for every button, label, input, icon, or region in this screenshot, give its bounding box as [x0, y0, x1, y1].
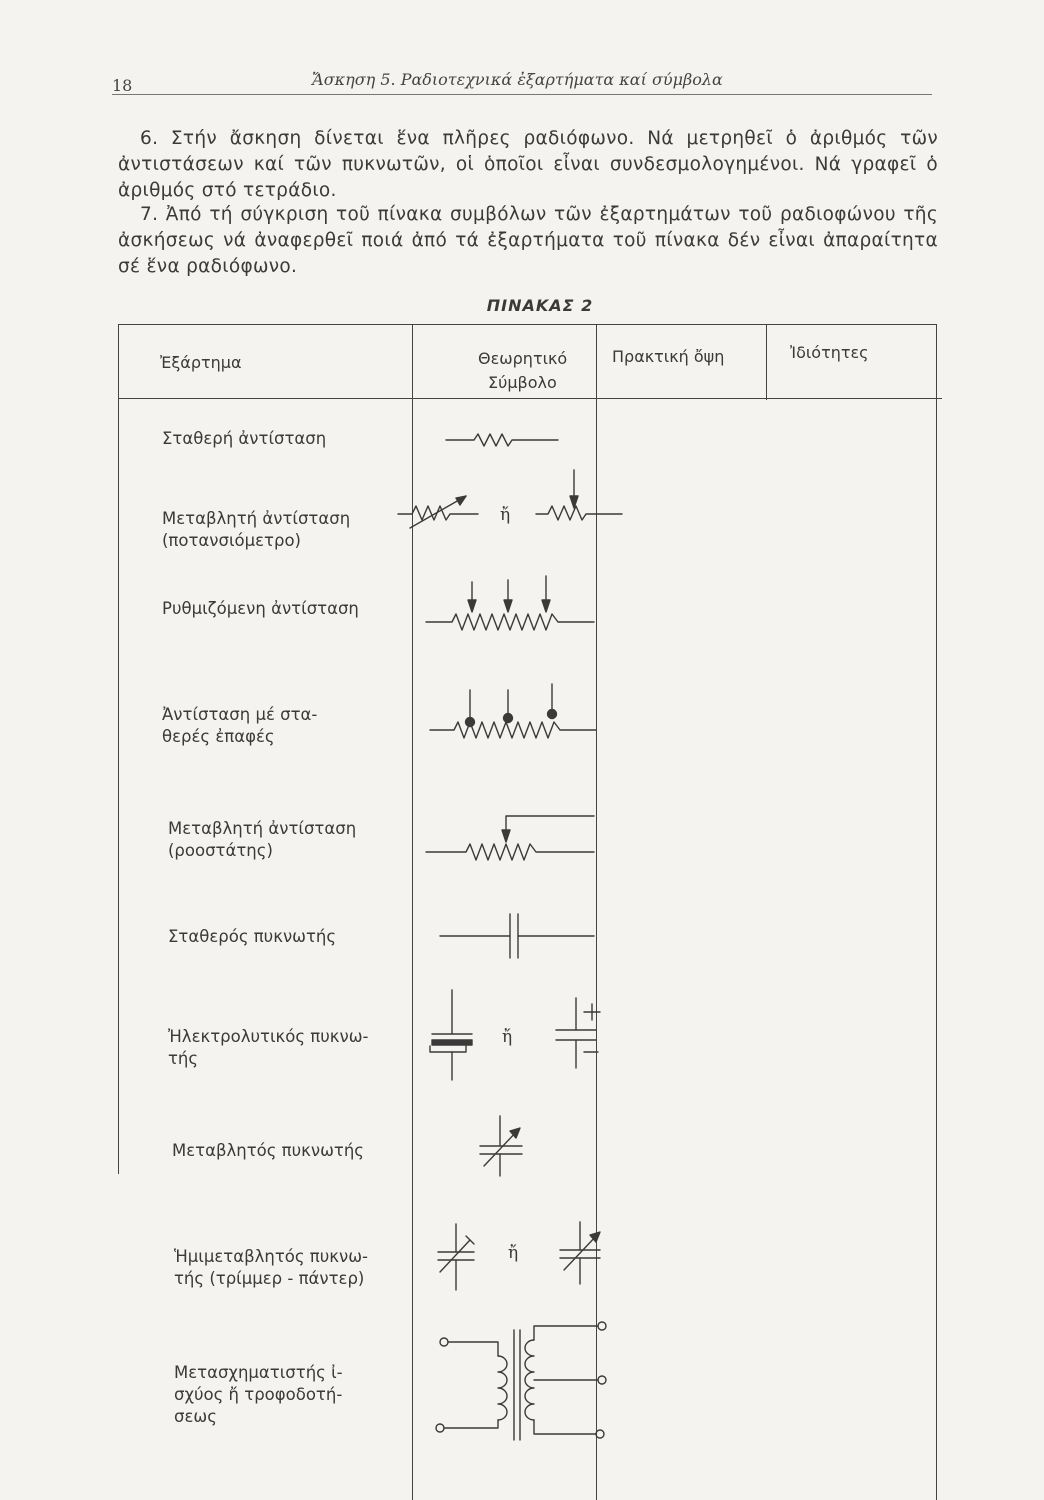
- electrolytic-capacitor-symbol-b: [556, 998, 600, 1068]
- row-label-line: τής (τρίμμερ - πάντερ): [174, 1269, 365, 1288]
- row-label-line: θερές ἐπαφές: [162, 727, 275, 746]
- row-label-line: Μεταβλητή ἀντίσταση: [168, 819, 357, 838]
- col-header-properties: Ἰδιότητες: [790, 343, 869, 362]
- or-word: ἤ: [500, 505, 511, 525]
- row-label-line: σχύος ἤ τροφοδοτή-: [174, 1385, 343, 1404]
- potentiometer-symbol-a: [398, 496, 478, 528]
- power-transformer-symbol: [436, 1322, 606, 1440]
- fixed-capacitor-symbol: [440, 914, 594, 958]
- row-label-line: (ροοστάτης): [168, 841, 273, 860]
- adjustable-resistor-symbol: [426, 576, 594, 630]
- row-label-line: τής: [168, 1049, 199, 1068]
- potentiometer-symbol-b: [536, 470, 622, 520]
- fixed-resistor-symbol: [446, 434, 558, 446]
- col-header-component: Ἐξάρτημα: [160, 353, 242, 372]
- row-label-line: Ἀντίσταση μέ στα-: [162, 705, 318, 724]
- row-label-line: Ἡμιμεταβλητός πυκνω-: [174, 1247, 368, 1266]
- variable-capacitor-symbol: [480, 1116, 522, 1176]
- trimmer-capacitor-symbol-a: [438, 1224, 474, 1290]
- or-word: ἤ: [502, 1027, 513, 1047]
- electrolytic-capacitor-symbol-a: [430, 990, 472, 1080]
- row-label-line: Ἠλεκτρολυτικός πυκνω-: [168, 1027, 369, 1046]
- table-caption: ΠΙΝΑΚΑΣ 2: [486, 296, 594, 315]
- page-number: 18: [112, 76, 133, 95]
- row-label-line: Μεταβλητός πυκνωτής: [172, 1141, 364, 1160]
- running-title: Ἄσκηση 5. Ραδιοτεχνικά ἐξαρτήματα καί σύμβολα: [312, 70, 723, 89]
- row-label-line: Σταθερή ἀντίσταση: [162, 429, 327, 448]
- row-label-line: Σταθερός πυκνωτής: [168, 927, 337, 946]
- rheostat-symbol: [426, 816, 594, 860]
- row-label-line: Μετασχηματιστής ἰ-: [174, 1363, 343, 1382]
- col-header-symbol-line1: Θεωρητικό: [478, 349, 568, 368]
- paragraph-7: 7. Ἀπό τή σύγκριση τοῦ πίνακα συμβόλων τῶν ἐξαρτημάτων τοῦ ραδιοφώνου τῆς ἀσκήσεως νά ἀναφερθεῖ ποιά ἀπό τά ἐξαρτήματα τοῦ πίνακα δέν εἶναι ἀπαραίτητα σέ ἕνα ραδιόφωνο.: [118, 204, 938, 277]
- row-label-line: σεως: [174, 1407, 217, 1426]
- trimmer-capacitor-symbol-b: [560, 1222, 600, 1284]
- row-label-line: Ρυθμιζόμενη ἀντίσταση: [162, 599, 359, 618]
- row-label-line: Μεταβλητή ἀντίσταση: [162, 509, 351, 528]
- tapped-resistor-symbol: [430, 684, 596, 738]
- row-label-line: (ποτανσιόμετρο): [162, 531, 301, 550]
- col-header-practical: Πρακτική ὄψη: [612, 347, 725, 366]
- col-header-symbol-line2: Σύμβολο: [488, 373, 557, 392]
- paragraph-6: 6. Στήν ἄσκηση δίνεται ἕνα πλῆρες ραδιόφωνο. Νά μετρηθεῖ ὁ ἀριθμός τῶν ἀντιστάσεων καί τῶν πυκνωτῶν, οἱ ὁποῖοι εἶναι συνδεσμολογημένοι. Νά γραφεῖ ὁ ἀριθμός στό τετράδιο.: [118, 128, 938, 201]
- or-word: ἤ: [508, 1243, 519, 1263]
